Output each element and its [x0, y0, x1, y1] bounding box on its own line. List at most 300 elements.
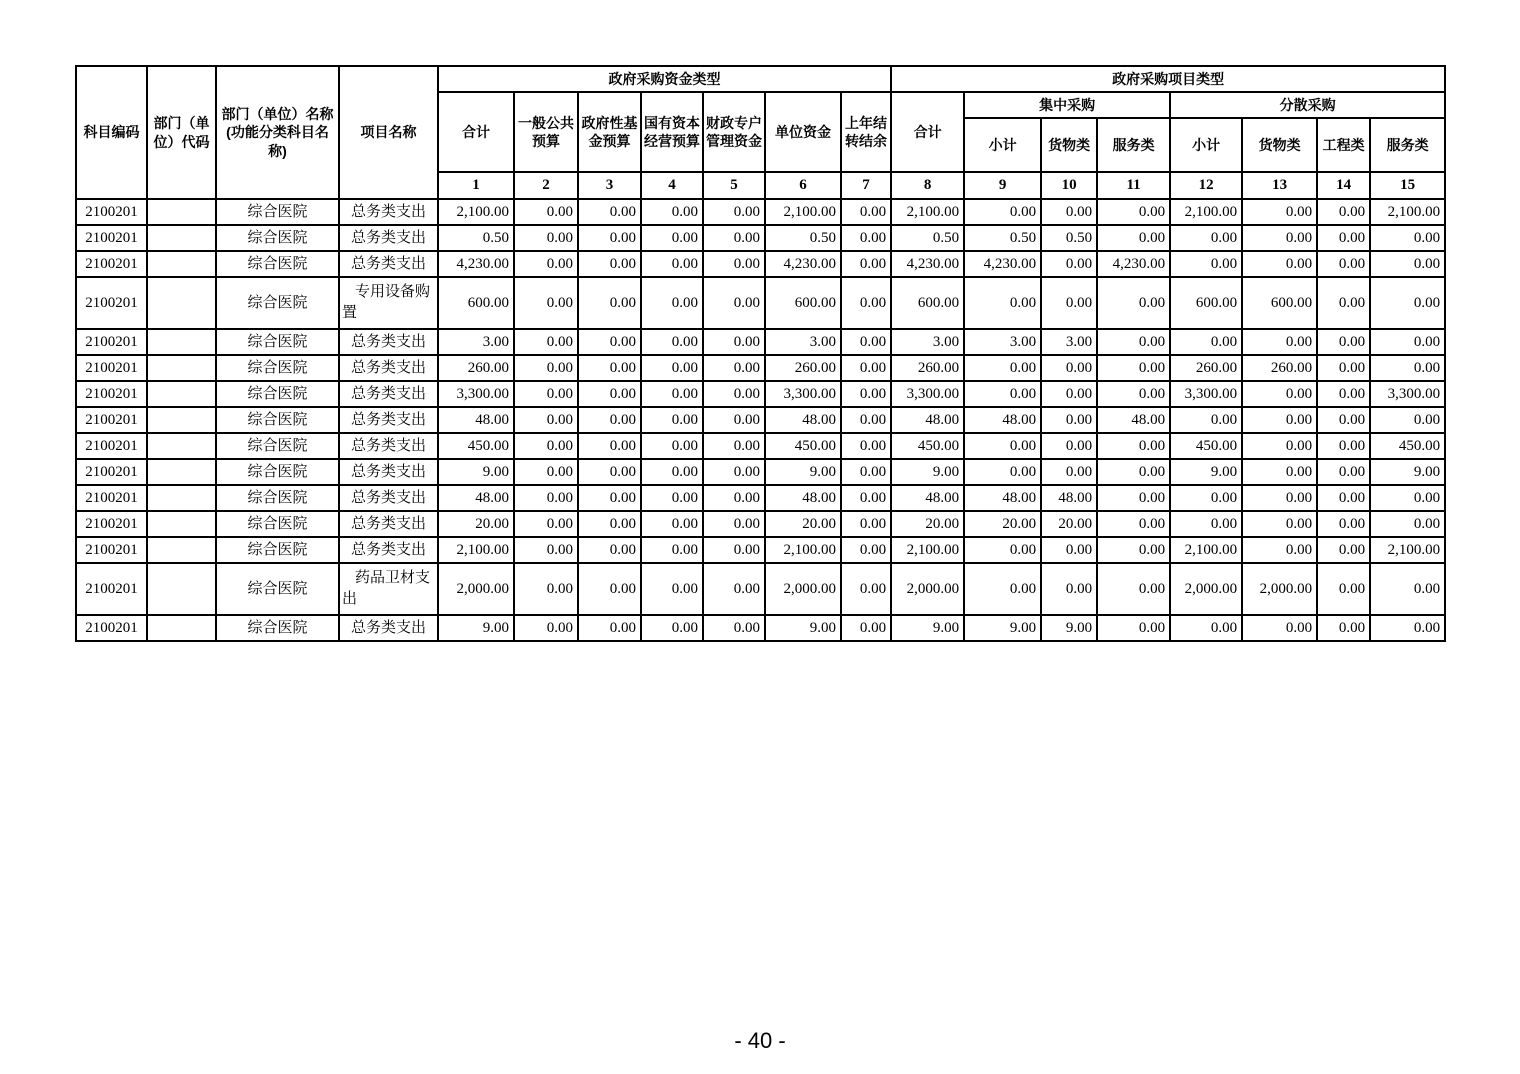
value-cell: 260.00 — [891, 355, 964, 381]
dept-name-cell: 综合医院 — [216, 355, 339, 381]
value-cell: 0.00 — [1242, 459, 1317, 485]
table-row — [76, 459, 1445, 485]
value-cell: 600.00 — [1170, 277, 1242, 329]
value-cell: 0.00 — [1041, 381, 1097, 407]
value-cell: 0.00 — [641, 563, 703, 615]
value-cell: 0.00 — [841, 563, 891, 615]
value-cell: 0.00 — [703, 199, 765, 225]
value-cell: 3,300.00 — [891, 381, 964, 407]
value-cell: 0.00 — [578, 277, 641, 329]
value-cell: 0.00 — [1170, 225, 1242, 251]
value-cell: 0.00 — [1317, 459, 1370, 485]
value-cell: 3.00 — [891, 329, 964, 355]
dept-name-cell: 综合医院 — [216, 225, 339, 251]
value-cell: 450.00 — [1170, 433, 1242, 459]
value-cell: 0.00 — [1370, 251, 1445, 277]
header-unit-funds: 单位资金 — [765, 92, 841, 172]
subject-code-cell: 2100201 — [76, 485, 147, 511]
column-number: 13 — [1242, 172, 1317, 199]
value-cell: 20.00 — [438, 511, 514, 537]
value-cell: 0.00 — [578, 251, 641, 277]
value-cell: 0.00 — [841, 459, 891, 485]
header-fund-group: 政府采购资金类型 — [438, 66, 891, 92]
value-cell: 0.00 — [1242, 511, 1317, 537]
value-cell: 4,230.00 — [891, 251, 964, 277]
value-cell: 0.00 — [578, 355, 641, 381]
value-cell: 260.00 — [1242, 355, 1317, 381]
subject-code-cell: 2100201 — [76, 407, 147, 433]
value-cell: 0.00 — [1242, 251, 1317, 277]
value-cell: 0.00 — [1242, 329, 1317, 355]
value-cell: 0.50 — [1041, 225, 1097, 251]
value-cell: 2,000.00 — [438, 563, 514, 615]
value-cell: 0.00 — [1317, 277, 1370, 329]
value-cell: 0.00 — [1170, 615, 1242, 641]
column-number: 8 — [891, 172, 964, 199]
project-name-cell: 总务类支出 — [339, 199, 438, 225]
header-centralized-subtotal: 小计 — [964, 118, 1041, 172]
value-cell: 600.00 — [438, 277, 514, 329]
value-cell: 3,300.00 — [438, 381, 514, 407]
value-cell: 0.00 — [578, 459, 641, 485]
value-cell: 0.00 — [1097, 459, 1170, 485]
value-cell: 450.00 — [438, 433, 514, 459]
value-cell: 0.00 — [1242, 537, 1317, 563]
dept-name-cell: 综合医院 — [216, 459, 339, 485]
value-cell: 0.00 — [1097, 485, 1170, 511]
value-cell: 2,000.00 — [1242, 563, 1317, 615]
dept-name-cell: 综合医院 — [216, 537, 339, 563]
value-cell: 0.00 — [964, 355, 1041, 381]
project-name-cell: 药品卫材支出 — [339, 563, 438, 615]
project-name-cell: 总务类支出 — [339, 485, 438, 511]
dept-code-cell — [147, 563, 216, 615]
value-cell: 0.00 — [641, 407, 703, 433]
value-cell: 0.00 — [1370, 225, 1445, 251]
value-cell: 48.00 — [765, 407, 841, 433]
header-project-group: 政府采购项目类型 — [891, 66, 1445, 92]
value-cell: 3.00 — [765, 329, 841, 355]
value-cell: 0.00 — [1097, 225, 1170, 251]
value-cell: 0.00 — [1317, 199, 1370, 225]
value-cell: 260.00 — [1170, 355, 1242, 381]
value-cell: 0.00 — [703, 225, 765, 251]
value-cell: 0.00 — [841, 355, 891, 381]
value-cell: 0.00 — [703, 355, 765, 381]
value-cell: 0.00 — [964, 277, 1041, 329]
value-cell: 0.00 — [964, 381, 1041, 407]
dept-name-cell: 综合医院 — [216, 433, 339, 459]
dept-code-cell — [147, 381, 216, 407]
value-cell: 0.00 — [641, 329, 703, 355]
column-number: 15 — [1370, 172, 1445, 199]
project-name-cell: 总务类支出 — [339, 511, 438, 537]
value-cell: 3,300.00 — [765, 381, 841, 407]
subject-code-cell: 2100201 — [76, 433, 147, 459]
value-cell: 450.00 — [1370, 433, 1445, 459]
subject-code-cell: 2100201 — [76, 225, 147, 251]
value-cell: 2,100.00 — [765, 537, 841, 563]
value-cell: 0.00 — [1242, 433, 1317, 459]
header-decentralized-works: 工程类 — [1317, 118, 1370, 172]
dept-name-cell: 综合医院 — [216, 329, 339, 355]
value-cell: 0.00 — [514, 563, 578, 615]
value-cell: 0.00 — [514, 511, 578, 537]
value-cell: 0.00 — [1041, 563, 1097, 615]
value-cell: 0.00 — [514, 615, 578, 641]
subject-code-cell: 2100201 — [76, 381, 147, 407]
value-cell: 0.00 — [703, 381, 765, 407]
table-row — [76, 381, 1445, 407]
table-row — [76, 563, 1445, 615]
subject-code-cell: 2100201 — [76, 563, 147, 615]
value-cell: 2,100.00 — [891, 537, 964, 563]
value-cell: 0.00 — [1242, 381, 1317, 407]
value-cell: 0.00 — [1097, 355, 1170, 381]
header-centralized-services: 服务类 — [1097, 118, 1170, 172]
column-number: 12 — [1170, 172, 1242, 199]
value-cell: 0.00 — [514, 381, 578, 407]
value-cell: 48.00 — [1097, 407, 1170, 433]
value-cell: 0.00 — [964, 433, 1041, 459]
project-name-cell: 总务类支出 — [339, 537, 438, 563]
value-cell: 0.00 — [1041, 355, 1097, 381]
project-name-cell: 总务类支出 — [339, 381, 438, 407]
value-cell: 0.00 — [1170, 251, 1242, 277]
project-name-cell: 总务类支出 — [339, 433, 438, 459]
header-dept-name: 部门（单位）名称(功能分类科目名称) — [216, 66, 339, 199]
value-cell: 20.00 — [1041, 511, 1097, 537]
value-cell: 9.00 — [438, 459, 514, 485]
value-cell: 0.00 — [841, 433, 891, 459]
value-cell: 0.00 — [514, 329, 578, 355]
table-row — [76, 485, 1445, 511]
dept-code-cell — [147, 615, 216, 641]
dept-code-cell — [147, 329, 216, 355]
value-cell: 0.00 — [578, 563, 641, 615]
value-cell: 20.00 — [765, 511, 841, 537]
value-cell: 2,100.00 — [1370, 537, 1445, 563]
value-cell: 9.00 — [964, 615, 1041, 641]
value-cell: 0.50 — [438, 225, 514, 251]
column-number: 2 — [514, 172, 578, 199]
table-row — [76, 433, 1445, 459]
value-cell: 2,100.00 — [1370, 199, 1445, 225]
value-cell: 450.00 — [765, 433, 841, 459]
header-centralized-group: 集中采购 — [964, 92, 1170, 118]
value-cell: 0.00 — [1097, 381, 1170, 407]
subject-code-cell: 2100201 — [76, 511, 147, 537]
value-cell: 0.00 — [1242, 615, 1317, 641]
dept-code-cell — [147, 485, 216, 511]
value-cell: 0.00 — [703, 407, 765, 433]
value-cell: 3,300.00 — [1370, 381, 1445, 407]
value-cell: 0.00 — [1170, 511, 1242, 537]
project-name-cell: 总务类支出 — [339, 407, 438, 433]
value-cell: 0.00 — [841, 251, 891, 277]
value-cell: 0.00 — [641, 459, 703, 485]
value-cell: 0.00 — [1097, 537, 1170, 563]
table-row — [76, 407, 1445, 433]
project-name-cell: 总务类支出 — [339, 615, 438, 641]
header-decentralized-services: 服务类 — [1370, 118, 1445, 172]
value-cell: 9.00 — [438, 615, 514, 641]
value-cell: 0.00 — [1041, 251, 1097, 277]
header-dept-code: 部门（单位）代码 — [147, 66, 216, 199]
value-cell: 0.00 — [703, 615, 765, 641]
column-number: 11 — [1097, 172, 1170, 199]
value-cell: 600.00 — [891, 277, 964, 329]
value-cell: 48.00 — [438, 407, 514, 433]
value-cell: 600.00 — [765, 277, 841, 329]
value-cell: 0.00 — [578, 511, 641, 537]
value-cell: 0.00 — [841, 407, 891, 433]
value-cell: 0.00 — [1317, 433, 1370, 459]
value-cell: 0.00 — [703, 277, 765, 329]
value-cell: 0.00 — [841, 329, 891, 355]
value-cell: 0.00 — [1317, 537, 1370, 563]
project-name-cell: 总务类支出 — [339, 459, 438, 485]
value-cell: 0.00 — [1317, 225, 1370, 251]
value-cell: 0.00 — [514, 277, 578, 329]
value-cell: 0.00 — [578, 485, 641, 511]
value-cell: 48.00 — [438, 485, 514, 511]
value-cell: 4,230.00 — [964, 251, 1041, 277]
page-number: - 40 - — [734, 1028, 786, 1053]
column-number: 7 — [841, 172, 891, 199]
value-cell: 0.00 — [841, 537, 891, 563]
dept-name-cell: 综合医院 — [216, 511, 339, 537]
value-cell: 0.00 — [514, 459, 578, 485]
table-header — [76, 66, 1445, 199]
value-cell: 0.00 — [1097, 199, 1170, 225]
value-cell: 0.00 — [514, 485, 578, 511]
value-cell: 0.50 — [964, 225, 1041, 251]
value-cell: 2,100.00 — [438, 537, 514, 563]
column-number: 14 — [1317, 172, 1370, 199]
value-cell: 260.00 — [438, 355, 514, 381]
table-row — [76, 511, 1445, 537]
dept-code-cell — [147, 511, 216, 537]
value-cell: 0.00 — [641, 537, 703, 563]
value-cell: 0.00 — [578, 433, 641, 459]
value-cell: 3.00 — [964, 329, 1041, 355]
value-cell: 0.00 — [1317, 407, 1370, 433]
subject-code-cell: 2100201 — [76, 277, 147, 329]
value-cell: 0.00 — [1041, 407, 1097, 433]
value-cell: 0.00 — [641, 277, 703, 329]
value-cell: 0.00 — [1041, 199, 1097, 225]
value-cell: 0.00 — [578, 199, 641, 225]
header-centralized-goods: 货物类 — [1041, 118, 1097, 172]
dept-name-cell: 综合医院 — [216, 563, 339, 615]
value-cell: 20.00 — [891, 511, 964, 537]
value-cell: 3.00 — [1041, 329, 1097, 355]
value-cell: 600.00 — [1242, 277, 1317, 329]
value-cell: 0.50 — [765, 225, 841, 251]
value-cell: 2,100.00 — [891, 199, 964, 225]
value-cell: 0.00 — [1097, 277, 1170, 329]
value-cell: 0.00 — [1370, 615, 1445, 641]
table-row — [76, 199, 1445, 225]
header-fund-total: 合计 — [438, 92, 514, 172]
value-cell: 0.00 — [964, 563, 1041, 615]
subject-code-cell: 2100201 — [76, 329, 147, 355]
value-cell: 0.00 — [1370, 485, 1445, 511]
value-cell: 2,000.00 — [765, 563, 841, 615]
value-cell: 2,100.00 — [438, 199, 514, 225]
value-cell: 9.00 — [765, 615, 841, 641]
value-cell: 20.00 — [964, 511, 1041, 537]
value-cell: 0.00 — [964, 199, 1041, 225]
project-name-cell: 总务类支出 — [339, 355, 438, 381]
subject-code-cell: 2100201 — [76, 459, 147, 485]
table-row — [76, 329, 1445, 355]
value-cell: 0.00 — [841, 199, 891, 225]
header-decentralized-subtotal: 小计 — [1170, 118, 1242, 172]
value-cell: 2,000.00 — [891, 563, 964, 615]
value-cell: 0.00 — [641, 615, 703, 641]
table-row — [76, 251, 1445, 277]
value-cell: 0.00 — [1097, 329, 1170, 355]
value-cell: 0.00 — [1317, 615, 1370, 641]
value-cell: 0.00 — [841, 485, 891, 511]
dept-code-cell — [147, 537, 216, 563]
dept-code-cell — [147, 433, 216, 459]
value-cell: 48.00 — [891, 407, 964, 433]
value-cell: 4,230.00 — [438, 251, 514, 277]
value-cell: 0.00 — [578, 615, 641, 641]
value-cell: 0.00 — [1317, 563, 1370, 615]
project-name-cell: 总务类支出 — [339, 251, 438, 277]
value-cell: 0.00 — [1317, 381, 1370, 407]
value-cell: 0.00 — [641, 485, 703, 511]
value-cell: 0.00 — [703, 563, 765, 615]
dept-code-cell — [147, 459, 216, 485]
value-cell: 0.00 — [1041, 459, 1097, 485]
value-cell: 9.00 — [1170, 459, 1242, 485]
dept-name-cell: 综合医院 — [216, 485, 339, 511]
value-cell: 0.00 — [514, 407, 578, 433]
value-cell: 0.00 — [1242, 199, 1317, 225]
value-cell: 4,230.00 — [765, 251, 841, 277]
value-cell: 0.00 — [578, 407, 641, 433]
header-carryover: 上年结转结余 — [841, 92, 891, 172]
value-cell: 0.00 — [1041, 433, 1097, 459]
value-cell: 9.00 — [1370, 459, 1445, 485]
value-cell: 0.00 — [1370, 511, 1445, 537]
value-cell: 0.00 — [578, 537, 641, 563]
value-cell: 0.00 — [1370, 329, 1445, 355]
header-general-public-budget: 一般公共预算 — [514, 92, 578, 172]
value-cell: 0.00 — [1041, 537, 1097, 563]
value-cell: 0.00 — [1317, 251, 1370, 277]
header-fiscal-account-funds: 财政专户管理资金 — [703, 92, 765, 172]
dept-name-cell: 综合医院 — [216, 251, 339, 277]
value-cell: 0.00 — [1370, 355, 1445, 381]
value-cell: 48.00 — [765, 485, 841, 511]
value-cell: 0.00 — [1317, 329, 1370, 355]
header-decentralized-goods: 货物类 — [1242, 118, 1317, 172]
column-number: 5 — [703, 172, 765, 199]
value-cell: 0.00 — [578, 225, 641, 251]
table-row — [76, 615, 1445, 641]
value-cell: 0.00 — [841, 615, 891, 641]
value-cell: 0.00 — [703, 485, 765, 511]
subject-code-cell: 2100201 — [76, 537, 147, 563]
table-body — [76, 199, 1445, 641]
value-cell: 0.00 — [1242, 485, 1317, 511]
value-cell: 0.00 — [841, 381, 891, 407]
value-cell: 48.00 — [964, 485, 1041, 511]
table-row — [76, 355, 1445, 381]
column-number: 10 — [1041, 172, 1097, 199]
column-number: 6 — [765, 172, 841, 199]
value-cell: 0.00 — [578, 329, 641, 355]
value-cell: 0.00 — [703, 459, 765, 485]
dept-name-cell: 综合医院 — [216, 381, 339, 407]
value-cell: 0.00 — [1170, 329, 1242, 355]
value-cell: 0.00 — [1242, 225, 1317, 251]
value-cell: 9.00 — [765, 459, 841, 485]
value-cell: 0.00 — [578, 381, 641, 407]
value-cell: 0.00 — [1097, 615, 1170, 641]
table-row — [76, 277, 1445, 329]
value-cell: 9.00 — [891, 615, 964, 641]
value-cell: 0.00 — [514, 251, 578, 277]
value-cell: 0.00 — [1170, 485, 1242, 511]
value-cell: 0.00 — [841, 225, 891, 251]
value-cell: 3,300.00 — [1170, 381, 1242, 407]
dept-code-cell — [147, 199, 216, 225]
value-cell: 450.00 — [891, 433, 964, 459]
value-cell: 0.00 — [703, 433, 765, 459]
value-cell: 0.00 — [514, 199, 578, 225]
value-cell: 0.00 — [514, 537, 578, 563]
column-number: 3 — [578, 172, 641, 199]
subject-code-cell: 2100201 — [76, 251, 147, 277]
value-cell: 0.00 — [641, 355, 703, 381]
value-cell: 48.00 — [891, 485, 964, 511]
value-cell: 0.00 — [703, 537, 765, 563]
value-cell: 0.00 — [703, 329, 765, 355]
value-cell: 9.00 — [891, 459, 964, 485]
dept-code-cell — [147, 251, 216, 277]
value-cell: 0.00 — [1097, 511, 1170, 537]
dept-code-cell — [147, 277, 216, 329]
value-cell: 0.00 — [514, 355, 578, 381]
project-name-cell: 总务类支出 — [339, 225, 438, 251]
subject-code-cell: 2100201 — [76, 355, 147, 381]
value-cell: 0.00 — [1097, 433, 1170, 459]
subject-code-cell: 2100201 — [76, 615, 147, 641]
dept-code-cell — [147, 225, 216, 251]
project-name-cell: 总务类支出 — [339, 329, 438, 355]
value-cell: 0.00 — [1170, 407, 1242, 433]
value-cell: 0.00 — [1317, 355, 1370, 381]
value-cell: 0.00 — [841, 277, 891, 329]
value-cell: 0.00 — [1041, 277, 1097, 329]
project-name-cell: 专用设备购置 — [339, 277, 438, 329]
subject-code-cell: 2100201 — [76, 199, 147, 225]
value-cell: 48.00 — [1041, 485, 1097, 511]
value-cell: 0.00 — [641, 511, 703, 537]
header-gov-fund-budget: 政府性基金预算 — [578, 92, 641, 172]
value-cell: 0.00 — [1317, 511, 1370, 537]
column-number: 4 — [641, 172, 703, 199]
value-cell: 48.00 — [964, 407, 1041, 433]
value-cell: 0.00 — [1317, 485, 1370, 511]
